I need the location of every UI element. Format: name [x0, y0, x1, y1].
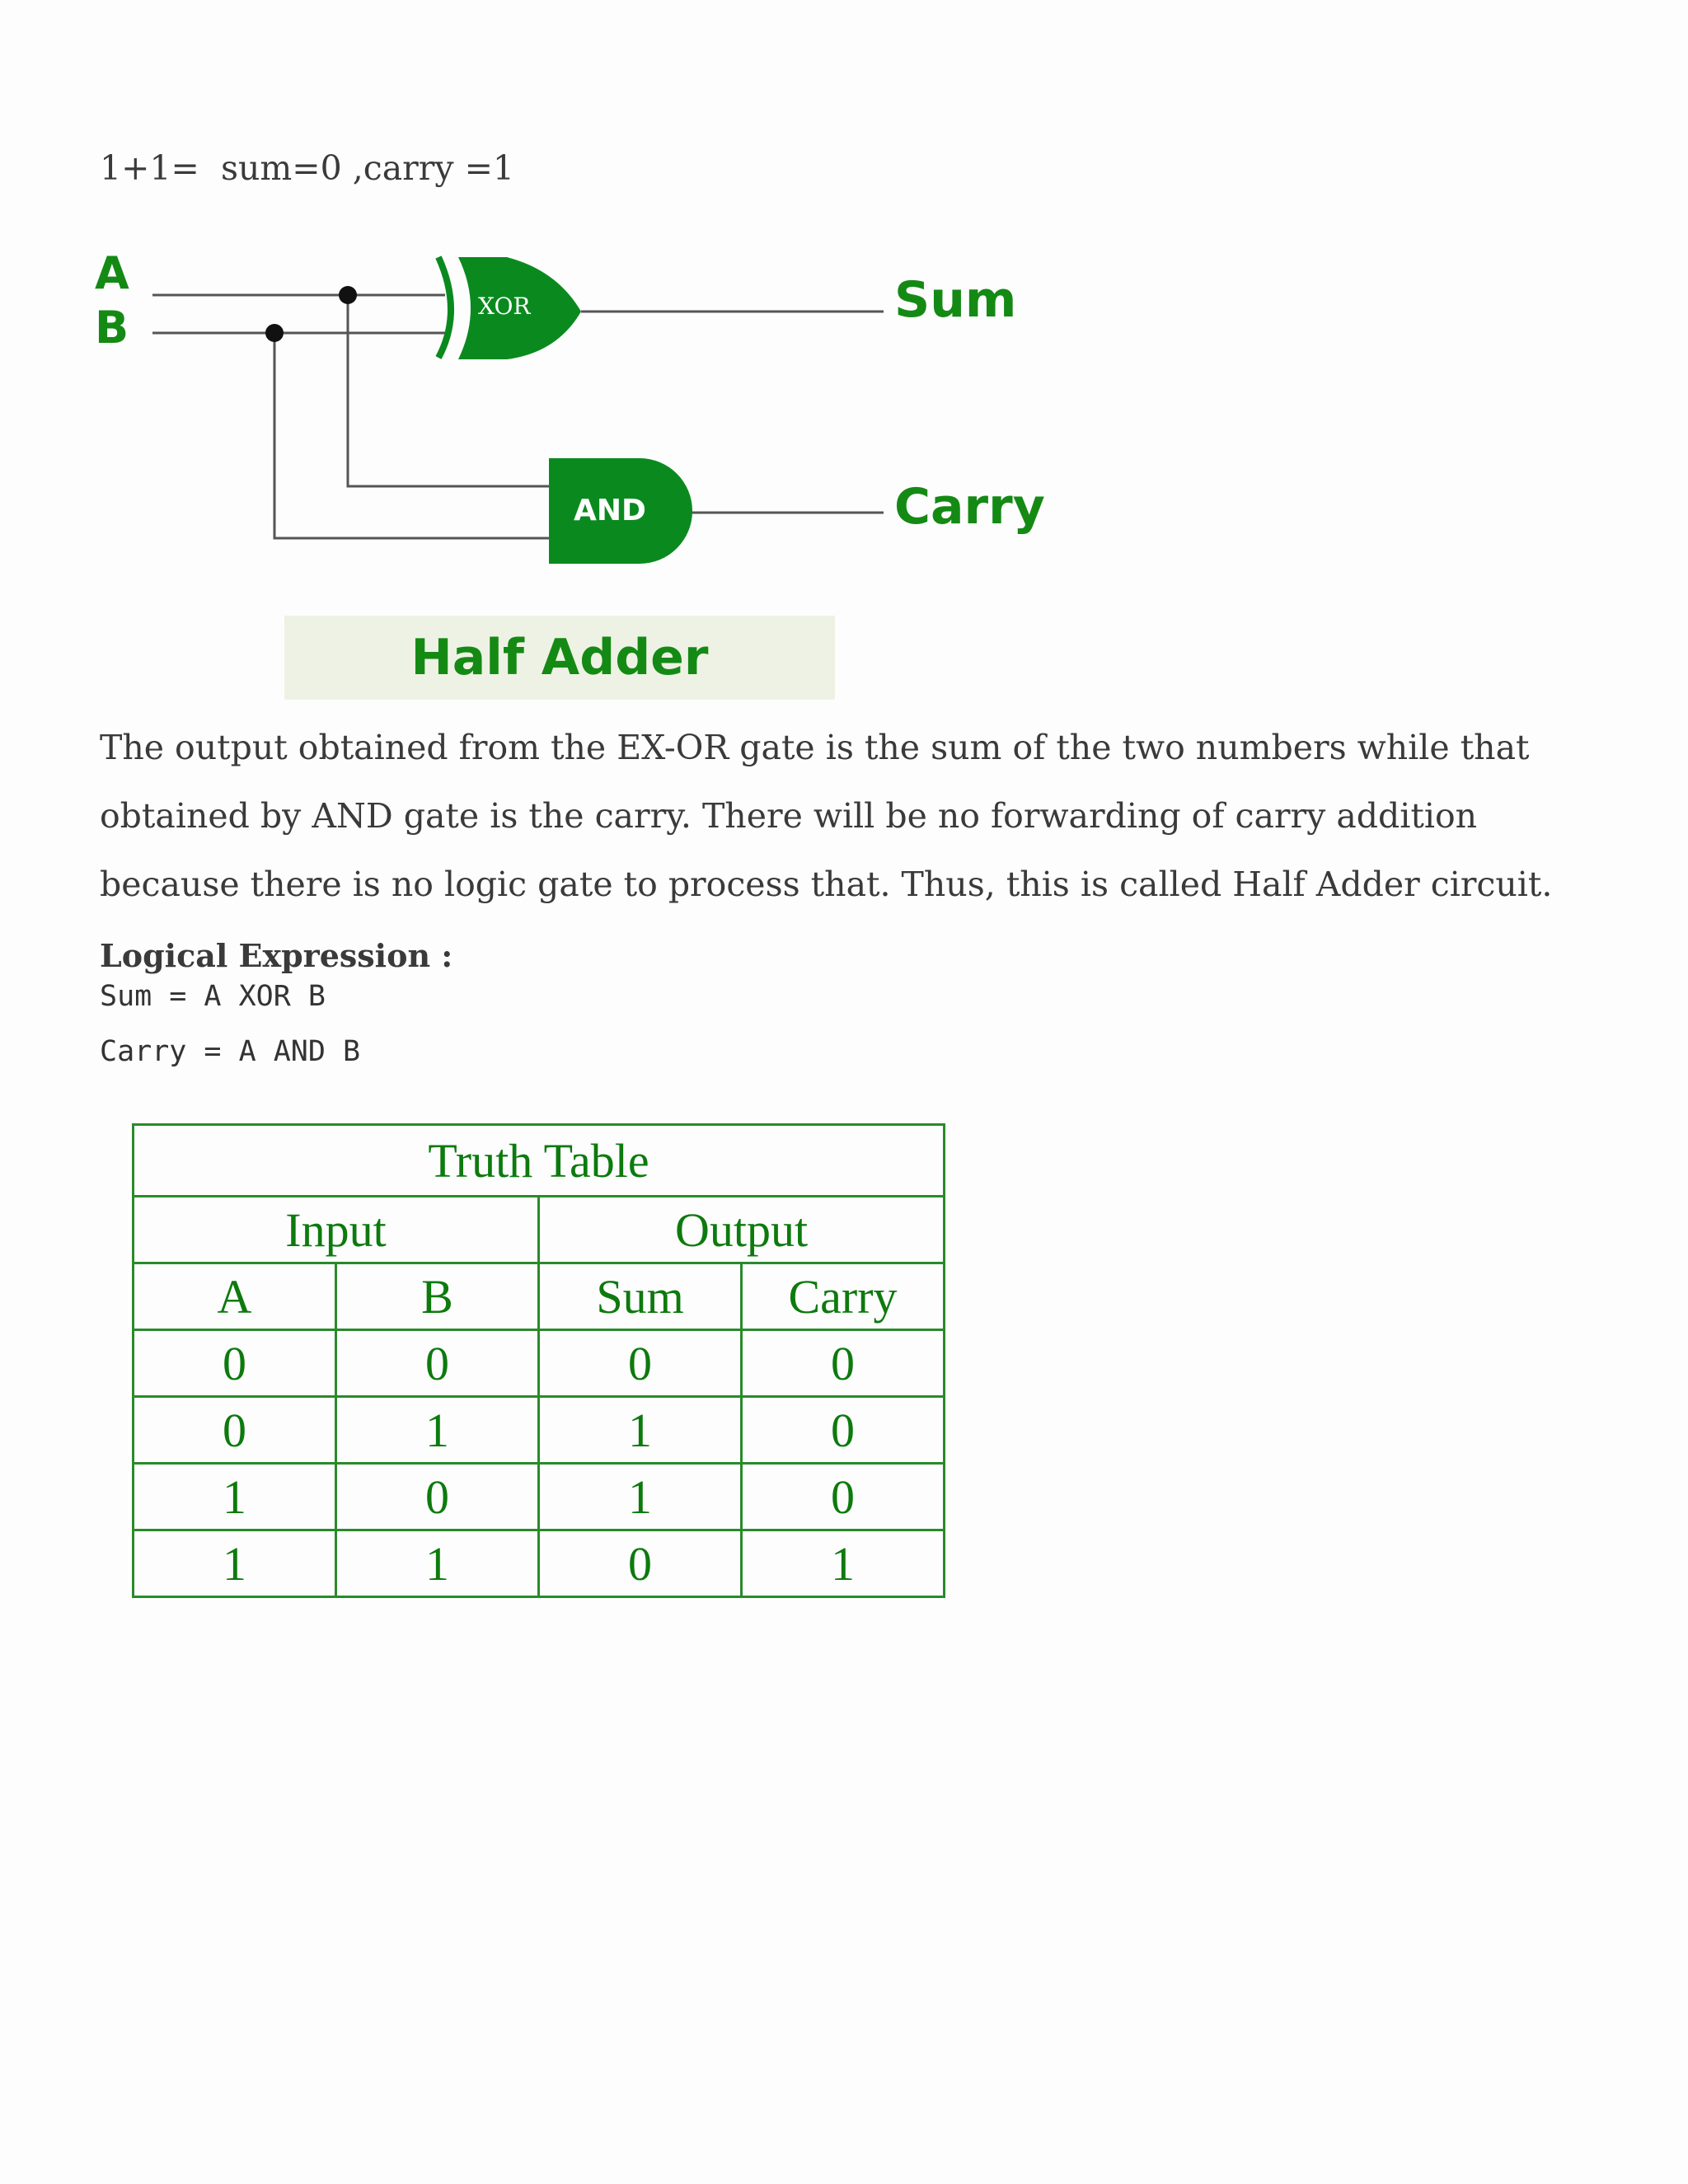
column-header-sum: Sum — [539, 1263, 742, 1330]
column-header-b: B — [336, 1263, 539, 1330]
table-row — [134, 1397, 945, 1464]
input-b-label: B — [95, 302, 129, 354]
table-cell: 1 — [336, 1530, 539, 1597]
group-header-output: Output — [539, 1197, 945, 1263]
table-row — [134, 1530, 945, 1597]
table-cell: 0 — [742, 1464, 945, 1530]
input-a-label: A — [95, 247, 129, 299]
truth-table — [132, 1123, 945, 1598]
table-cell: 0 — [742, 1397, 945, 1464]
table-row — [134, 1330, 945, 1397]
wire-b-to-and — [274, 333, 552, 538]
truth-table-title: Truth Table — [134, 1125, 945, 1197]
column-header-carry: Carry — [742, 1263, 945, 1330]
diagram-caption: Half Adder — [410, 629, 709, 687]
table-cell: 0 — [336, 1330, 539, 1397]
half-adder-circuit — [91, 247, 1080, 709]
xor-label: XOR — [478, 293, 531, 320]
logical-expression-title: Logical Expression : — [100, 937, 453, 974]
table-cell: 1 — [134, 1464, 336, 1530]
column-header-a: A — [134, 1263, 336, 1330]
sum-expression: Sum = A XOR B — [100, 980, 326, 1013]
table-cell: 0 — [134, 1330, 336, 1397]
table-cell: 1 — [742, 1530, 945, 1597]
table-cell: 1 — [539, 1464, 742, 1530]
table-row — [134, 1464, 945, 1530]
explanation-paragraph: The output obtained from the EX-OR gate is the sum of the two numbers while that obtained by AND gate is the carry. There will be no forwarding of carry addition because there is no logic gate to process that. Thus, this is called Half Adder circuit. — [100, 728, 1553, 904]
carry-output-label: Carry — [894, 478, 1045, 536]
table-cell: 0 — [336, 1464, 539, 1530]
table-cell: 1 — [539, 1397, 742, 1464]
table-cell: 0 — [539, 1530, 742, 1597]
carry-expression: Carry = A AND B — [100, 1035, 361, 1068]
table-cell: 0 — [742, 1330, 945, 1397]
and-label: AND — [574, 494, 646, 527]
table-cell: 1 — [336, 1397, 539, 1464]
half-adder-diagram — [91, 247, 1080, 709]
table-cell: 0 — [539, 1330, 742, 1397]
intro-equation: 1+1= sum=0 ,carry =1 — [100, 148, 515, 188]
table-cell: 0 — [134, 1397, 336, 1464]
junction-dot-b — [265, 324, 284, 342]
table-cell: 1 — [134, 1530, 336, 1597]
group-header-input: Input — [134, 1197, 539, 1263]
sum-output-label: Sum — [894, 271, 1017, 329]
junction-dot-a — [339, 286, 357, 304]
